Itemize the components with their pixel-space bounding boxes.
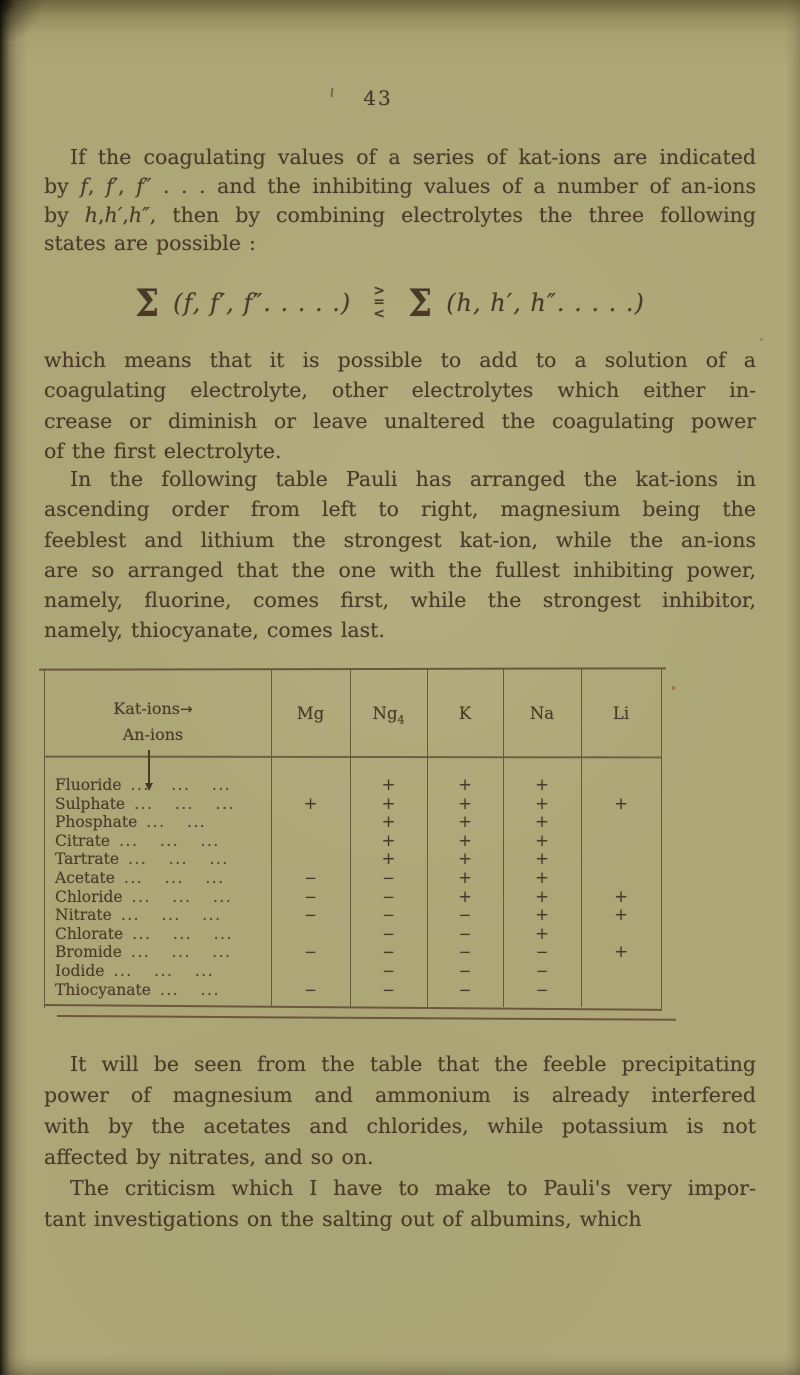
table-cell bbox=[271, 925, 350, 944]
table-cell: + bbox=[381, 812, 396, 832]
column-header: Na bbox=[529, 704, 555, 723]
text-line: namely, thiocyanate, comes last. bbox=[44, 618, 385, 643]
table-cell bbox=[581, 962, 661, 981]
table-cell: − bbox=[382, 980, 395, 999]
text-line: It will be seen from the table that the feeble precipitating bbox=[70, 1052, 756, 1076]
table-cell: + bbox=[535, 812, 549, 832]
table-cell: + bbox=[535, 867, 549, 887]
table-cell bbox=[581, 869, 661, 888]
text-line: If the coagulating values of a series of kat-ions are indicated bbox=[70, 145, 756, 169]
table-cell: − bbox=[304, 906, 317, 925]
anion-label: Chloride ... ... ... bbox=[55, 887, 233, 906]
dot-leader: ... ... ... bbox=[120, 906, 222, 925]
table-cell bbox=[581, 813, 661, 832]
table-cell: + bbox=[381, 830, 396, 850]
paragraph-meaning bbox=[44, 345, 756, 467]
table-cell bbox=[581, 850, 661, 869]
anion-label: Chlorate ... ... ... bbox=[55, 924, 233, 943]
anion-label: Phosphate ... ... bbox=[55, 813, 207, 832]
table-cell: − bbox=[304, 868, 317, 887]
formula-lhs: (f, f′, f″. . . . .) bbox=[173, 289, 352, 317]
table-cell bbox=[581, 925, 661, 944]
table-cell: + bbox=[535, 830, 549, 850]
table-cell bbox=[271, 813, 350, 832]
text-line: namely, fluorine, comes first, while the strongest inhibitor, bbox=[44, 588, 756, 613]
column-header: K bbox=[458, 704, 472, 723]
an-ions-label: An-ions bbox=[122, 725, 184, 744]
table-cell: + bbox=[381, 793, 396, 813]
text-line: affected by nitrates, and so on. bbox=[44, 1145, 374, 1169]
text-line: ascending order from left to right, magnesium being the bbox=[44, 497, 756, 522]
table-row bbox=[44, 869, 661, 888]
table-row bbox=[44, 813, 661, 832]
table-cell: + bbox=[458, 867, 472, 887]
table-cell: + bbox=[458, 812, 472, 832]
paper-speck bbox=[760, 338, 763, 341]
text-line: states are possible : bbox=[44, 231, 256, 256]
table-cell bbox=[271, 850, 350, 869]
table-cell: + bbox=[458, 830, 472, 850]
table-cell: + bbox=[614, 942, 628, 962]
table-cell: − bbox=[304, 887, 317, 906]
table-cell: + bbox=[535, 775, 549, 794]
table-cell: + bbox=[458, 886, 472, 906]
table-cell: + bbox=[458, 793, 472, 813]
relation-glyph: < bbox=[373, 305, 386, 322]
text-line: by f, f′, f″ . . . and the inhibiting values of a number of an-ions bbox=[44, 173, 756, 198]
print-artifact-tick bbox=[331, 88, 334, 97]
table-row bbox=[44, 962, 661, 981]
table-row bbox=[44, 795, 661, 814]
paragraph-pauli-table bbox=[44, 464, 756, 646]
table-cell: − bbox=[304, 980, 317, 999]
text-line: are so arranged that the one with the fullest inhibiting power, bbox=[44, 557, 756, 582]
table-cell: + bbox=[303, 793, 318, 813]
relation-glyph: = bbox=[373, 294, 386, 311]
text-line: crease or diminish or leave unaltered the coagulating power bbox=[44, 408, 756, 433]
kat-ions-label: Kat-ions→ bbox=[113, 699, 193, 718]
table-cell: + bbox=[381, 775, 396, 794]
table-cell: − bbox=[382, 868, 395, 887]
anion-label: Acetate ... ... ... bbox=[55, 868, 225, 887]
paper-speck bbox=[671, 686, 676, 690]
table-cell: − bbox=[458, 924, 472, 943]
column-header: Mg bbox=[296, 704, 325, 723]
column-header: $Ng_4$ bbox=[372, 704, 405, 727]
table-cell: + bbox=[381, 849, 396, 869]
text-line: power of magnesium and ammonium is already interfered bbox=[44, 1083, 756, 1107]
relation-glyph: > bbox=[373, 282, 386, 299]
dot-leader: ... ... ... bbox=[131, 887, 233, 906]
table-cell: + bbox=[535, 923, 549, 943]
text-line: by h,h′,h″, then by combining electrolytes the three following bbox=[44, 202, 756, 227]
table-cell: − bbox=[458, 961, 472, 980]
table-rule-bottom-outer bbox=[57, 1015, 676, 1020]
anion-label: Fluoride ... ... ... bbox=[55, 776, 232, 794]
dot-leader: ... ... ... bbox=[119, 831, 220, 850]
dot-leader: ... ... ... bbox=[130, 943, 232, 962]
table-cell bbox=[271, 962, 350, 981]
sigma-symbol: Σ bbox=[135, 281, 160, 325]
table-row bbox=[44, 888, 661, 907]
table-cell bbox=[271, 832, 350, 851]
table-cell: − bbox=[382, 961, 395, 980]
anion-label: Nitrate ... ... ... bbox=[55, 906, 222, 925]
text-line: which means that it is possible to add to a solution of a bbox=[44, 348, 756, 372]
dot-leader: ... ... ... bbox=[128, 850, 229, 869]
table-cell: + bbox=[614, 886, 628, 906]
paragraph-observation bbox=[44, 1049, 756, 1173]
sigma-symbol: Σ bbox=[408, 281, 433, 325]
equation bbox=[134, 279, 645, 327]
table-cell: − bbox=[382, 887, 395, 906]
table-cell: − bbox=[458, 906, 472, 925]
table-cell: − bbox=[458, 943, 472, 962]
anion-label: Sulphate ... ... ... bbox=[55, 794, 235, 813]
table-row bbox=[44, 776, 661, 795]
right-arrow-icon: → bbox=[180, 700, 193, 718]
table-rule-bottom bbox=[44, 1004, 661, 1010]
table-cell: − bbox=[535, 961, 549, 980]
table-row bbox=[44, 832, 661, 851]
anion-label: Iodide ... ... ... bbox=[55, 961, 215, 980]
table-cell: + bbox=[614, 793, 628, 813]
table-cell bbox=[271, 776, 350, 795]
table-cell: − bbox=[382, 906, 395, 925]
table-row bbox=[44, 850, 661, 869]
formula-rhs: (h, h′, h″. . . . .) bbox=[446, 289, 645, 317]
table-row bbox=[44, 906, 661, 925]
text-line: tant investigations on the salting out of albumins, which bbox=[44, 1207, 642, 1231]
text-line: coagulating electrolyte, other electrolytes which either in- bbox=[44, 378, 756, 403]
text-line: of the first electrolyte. bbox=[44, 439, 282, 464]
anion-label: Thiocyanate ... ... bbox=[55, 980, 220, 999]
table-corner-label bbox=[73, 696, 233, 748]
paragraph-intro bbox=[44, 143, 756, 258]
table-cell: − bbox=[382, 943, 395, 962]
page-number: 43 bbox=[363, 86, 393, 110]
table-cell: − bbox=[458, 980, 472, 999]
table-row bbox=[44, 981, 661, 1000]
dot-leader: ... ... bbox=[146, 813, 207, 832]
table-cell: + bbox=[535, 905, 549, 925]
table-cell: − bbox=[535, 980, 549, 999]
table-header-row bbox=[271, 704, 661, 726]
column-header: Li bbox=[612, 704, 630, 723]
table-row bbox=[44, 925, 661, 944]
table-body bbox=[44, 776, 661, 999]
dot-leader: ... ... ... bbox=[132, 924, 233, 943]
table-rule-top bbox=[39, 667, 666, 670]
dot-leader: ... ... ... bbox=[123, 868, 225, 887]
table-cell: + bbox=[535, 849, 549, 869]
dot-leader: ... ... ... bbox=[134, 794, 235, 813]
ion-table bbox=[44, 668, 680, 1030]
dot-leader: ... ... ... bbox=[113, 961, 215, 980]
anion-label: Citrate ... ... ... bbox=[55, 831, 220, 850]
text-line: The criticism which I have to make to Pauli's very impor- bbox=[70, 1176, 756, 1200]
table-cell bbox=[581, 776, 661, 795]
table-header-underline bbox=[44, 756, 661, 758]
table-cell bbox=[581, 981, 661, 1000]
table-cell: + bbox=[614, 905, 628, 925]
table-cell: + bbox=[458, 849, 472, 869]
table-cell: − bbox=[382, 924, 395, 943]
text-line: In the following table Pauli has arranged the kat-ions in bbox=[70, 467, 756, 491]
table-cell bbox=[581, 832, 661, 851]
table-cell: + bbox=[458, 775, 472, 794]
table-cell: − bbox=[304, 943, 317, 962]
table-row bbox=[44, 943, 661, 962]
table-cell: − bbox=[535, 943, 549, 962]
table-border-right bbox=[661, 669, 662, 1011]
dot-leader: ... ... bbox=[159, 980, 220, 999]
table-cell: + bbox=[535, 793, 549, 813]
table-cell: + bbox=[535, 886, 549, 906]
text-line: feeblest and lithium the strongest kat-ion, while the an-ions bbox=[44, 527, 756, 552]
dot-leader: ... ... ... bbox=[130, 776, 232, 794]
paragraph-criticism bbox=[44, 1173, 756, 1235]
text-line: with by the acetates and chlorides, while potassium is not bbox=[44, 1114, 756, 1138]
anion-label: Tartrate ... ... ... bbox=[55, 850, 229, 869]
anion-label: Bromide ... ... ... bbox=[55, 943, 232, 962]
greater-equal-less-icon bbox=[373, 282, 386, 322]
